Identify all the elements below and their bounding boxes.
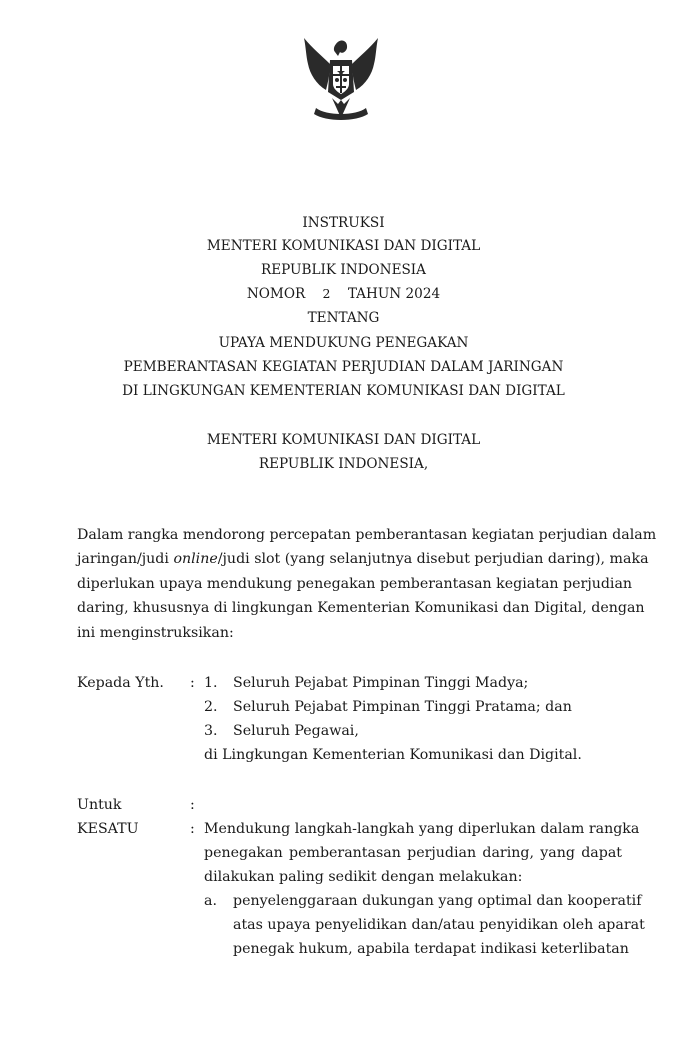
garuda-emblem — [300, 34, 382, 124]
nomor-line — [0, 284, 687, 304]
kesatu-line-2: penegakan pemberantasan perjudian daring, yang dapat — [204, 845, 622, 861]
nomor-label: NOMOR — [246, 286, 306, 302]
kesatu-item-a-line-1: penyelenggaraan dukungan yang optimal dan kooperatif — [233, 893, 642, 909]
kepada-item-3-num: 3. — [204, 723, 218, 739]
kesatu-item-a-line-3: penegak hukum, apabila terdapat indikasi keterlibatan — [233, 941, 629, 957]
nomor-value: 2 — [322, 286, 331, 301]
kepada-item-2-num: 2. — [204, 699, 218, 715]
tentang-line: TENTANG — [307, 310, 380, 326]
preamble-line-2: jaringan/judi online/judi slot (yang selanjutnya disebut perjudian daring), maka — [77, 551, 649, 567]
subject-line-3: DI LINGKUNGAN KEMENTERIAN KOMUNIKASI DAN DIGITAL — [122, 383, 565, 399]
tahun-label: TAHUN 2024 — [347, 286, 441, 302]
kesatu-line-1: Mendukung langkah-langkah yang diperlukan dalam rangka — [204, 821, 640, 837]
subject-line-2: PEMBERANTASAN KEGIATAN PERJUDIAN DALAM JARINGAN — [123, 359, 564, 375]
preamble-line-4: daring, khususnya di lingkungan Kementerian Komunikasi dan Digital, dengan — [77, 600, 645, 616]
kepada-item-1: Seluruh Pejabat Pimpinan Tinggi Madya; — [233, 675, 529, 691]
kesatu-item-a-label: a. — [204, 893, 217, 909]
kesatu-label: KESATU — [77, 821, 139, 837]
untuk-label: Untuk — [77, 797, 122, 813]
kepada-label: Kepada Yth. — [77, 675, 164, 691]
country-line: REPUBLIK INDONESIA — [260, 262, 426, 278]
subject-line-1: UPAYA MENDUKUNG PENEGAKAN — [218, 335, 469, 351]
kepada-item-2: Seluruh Pejabat Pimpinan Tinggi Pratama; dan — [233, 699, 572, 715]
kesatu-line-3: dilakukan paling sedikit dengan melakukan: — [204, 869, 523, 885]
untuk-colon: : — [190, 797, 195, 813]
kesatu-colon: : — [190, 821, 195, 837]
kepada-item-1-num: 1. — [204, 675, 218, 691]
kesatu-item-a-line-2: atas upaya penyelidikan dan/atau penyidikan oleh aparat — [233, 917, 645, 933]
issuer-line: MENTERI KOMUNIKASI DAN DIGITAL — [206, 238, 481, 254]
signatory-line-2: REPUBLIK INDONESIA, — [258, 456, 429, 472]
signatory-line-1: MENTERI KOMUNIKASI DAN DIGITAL — [206, 432, 481, 448]
kepada-closing: di Lingkungan Kementerian Komunikasi dan Digital. — [204, 747, 582, 763]
kepada-colon: : — [190, 675, 195, 691]
preamble-line-5: ini menginstruksikan: — [77, 625, 234, 641]
preamble-line-1: Dalam rangka mendorong percepatan pemberantasan kegiatan perjudian dalam — [77, 527, 657, 543]
document-title: INSTRUKSI — [302, 215, 385, 231]
kepada-item-3: Seluruh Pegawai, — [233, 723, 359, 739]
preamble-line-3: diperlukan upaya mendukung penegakan pemberantasan kegiatan perjudian — [77, 576, 633, 592]
